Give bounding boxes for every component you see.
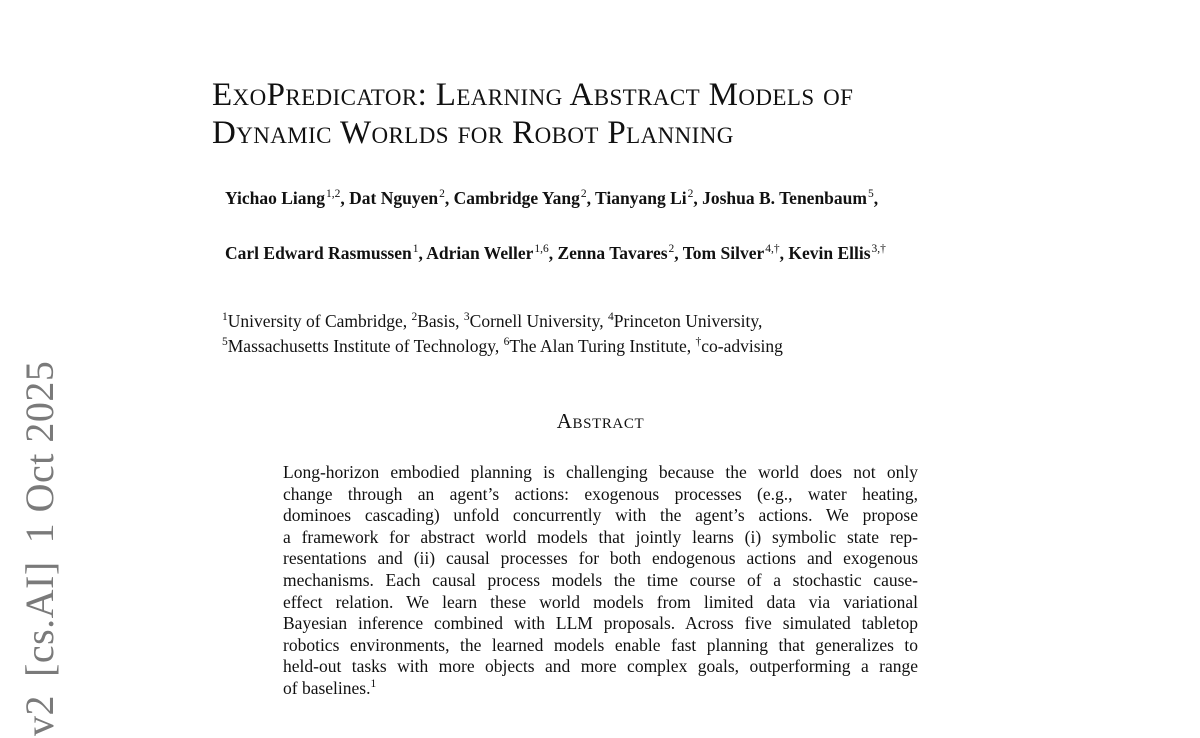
author: Tom Silver$^{4,\dagger}$, <box>682 243 789 263</box>
abstract-line: a framework for abstract world models that jointly learns (i) symbolic state rep- <box>283 526 918 547</box>
paper-title <box>212 76 1112 152</box>
author: Yichao Liang$^{1,2}$, <box>225 188 350 208</box>
title-line-2: Dynamic Worlds for Robot Planning <box>212 115 734 151</box>
footnote-marker[interactable]: 1 <box>370 677 377 690</box>
abstract-body <box>283 462 918 700</box>
abstract-line: dominoes cascading) unfold concurrently with the agent’s actions. We propose <box>283 505 918 526</box>
abstract-line: Long-horizon embodied planning is challenging because the world does not only <box>283 462 918 482</box>
author: Carl Edward Rasmussen$^1$, <box>225 243 427 263</box>
authors-line-2 <box>225 243 886 264</box>
affiliation-line-2: $^5$Massachusetts Institute of Technology, $^6$The Alan Turing Institute, †co-advising <box>222 336 783 356</box>
author: Adrian Weller$^{1,6}$, <box>426 243 558 263</box>
abstract-last-line: of baselines.$^1$ <box>283 677 377 698</box>
affiliation-line-1: $^1$University of Cambridge, $^2$Basis, $^3$Cornell University, $^4$Princeton University, <box>222 311 763 331</box>
author: Zenna Tavares$^2$, <box>557 243 683 263</box>
author: Dat Nguyen$^2$, <box>349 188 454 208</box>
abstract-line: change through an agent’s actions: exogenous processes (e.g., water heating, <box>283 483 918 504</box>
authors-line-1 <box>225 188 878 209</box>
author: Tianyang Li$^2$, <box>595 188 703 208</box>
abstract-heading: Abstract <box>556 409 645 433</box>
abstract-line: held-out tasks with more objects and more complex goals, outperforming a range <box>283 656 918 677</box>
abstract-line: Bayesian inference combined with LLM proposals. Across five simulated tabletop <box>283 613 918 634</box>
abstract-line: robotics environments, the learned models enable fast planning that generalizes to <box>283 634 918 655</box>
author: Kevin Ellis$^{3,\dagger}$ <box>788 243 886 263</box>
author: Cambridge Yang$^2$, <box>453 188 596 208</box>
abstract-line: mechanisms. Each causal process models the time course of a stochastic cause- <box>283 569 918 590</box>
abstract-line: resentations and (ii) causal processes for both endogenous actions and exogenous <box>283 548 918 569</box>
abstract-line: effect relation. We learn these world models from limited data via variational <box>283 591 918 612</box>
arxiv-version: v2 <box>17 695 62 736</box>
title-line-1: ExoPredicator: Learning Abstract Models of <box>212 77 854 113</box>
arxiv-date: 1 Oct 2025 <box>17 360 62 544</box>
arxiv-stamp <box>0 0 80 738</box>
author: Joshua B. Tenenbaum$^5$, <box>702 188 879 208</box>
affiliations <box>222 310 783 360</box>
arxiv-category: [cs.AI] <box>17 561 62 677</box>
